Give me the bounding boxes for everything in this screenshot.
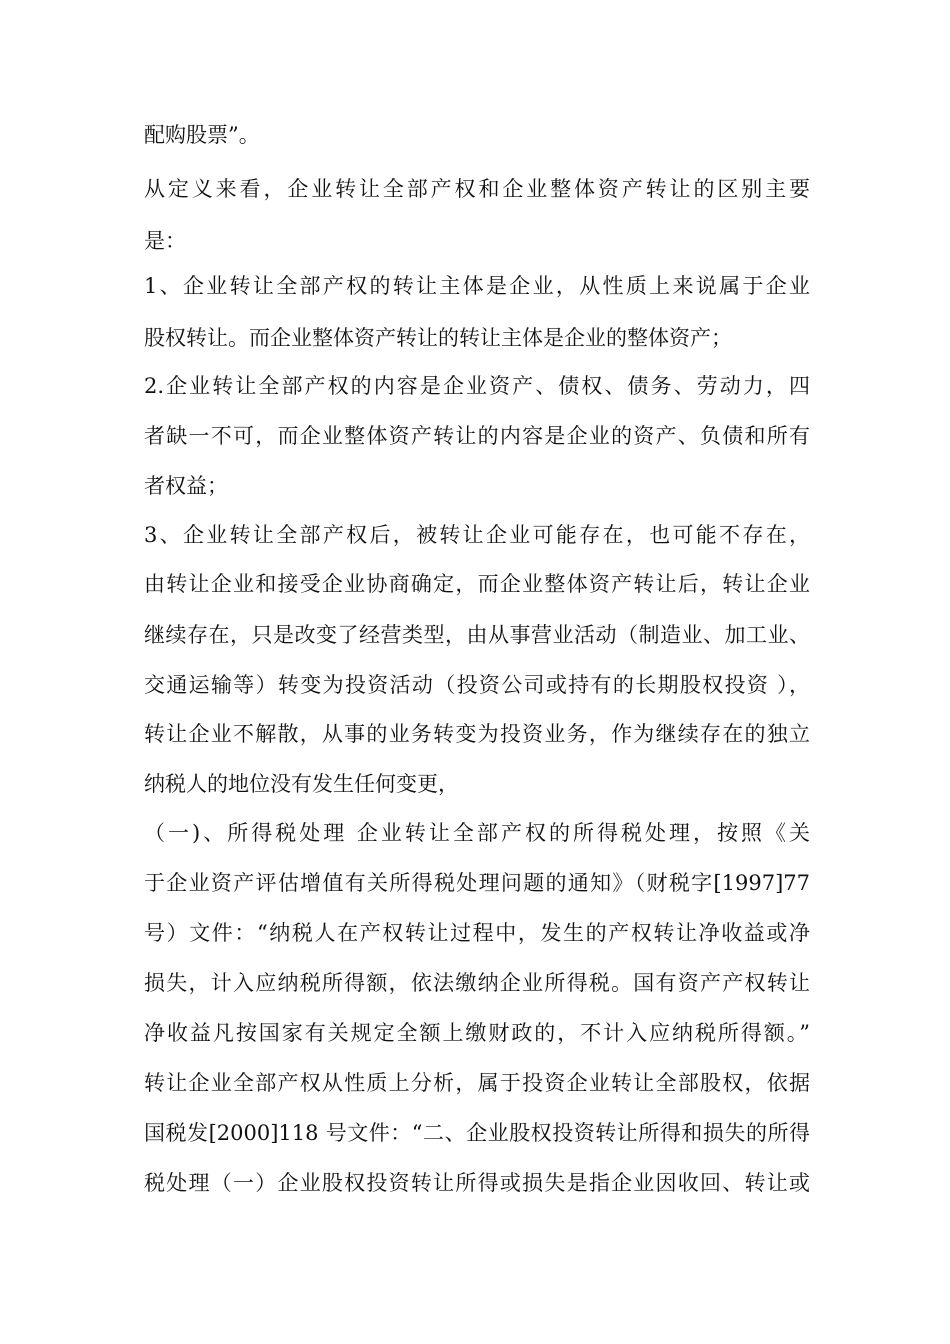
- text-line: 3、企业转让全部产权后，被转让企业可能存在，也可能不存在，: [144, 523, 810, 547]
- text-line: 损失，计入应纳税所得额，依法缴纳企业所得税。国有资产产权转让: [144, 971, 810, 995]
- text-line: 股权转让。而企业整体资产转让的转让主体是企业的整体资产；: [144, 326, 732, 350]
- text-line: 转让企业全部产权从性质上分析，属于投资企业转让全部股权，依据: [144, 1071, 810, 1095]
- text-line: 由转让企业和接受企业协商确定，而企业整体资产转让后，转让企业: [144, 572, 810, 596]
- text-line: 者权益；: [144, 474, 228, 498]
- text-line: 纳税人的地位没有发生任何变更，: [144, 772, 459, 796]
- text-line: （一)、所得税处理 企业转让全部产权的所得税处理，按照《关: [144, 821, 810, 845]
- text-line: 净收益凡按国家有关规定全额上缴财政的，不计入应纳税所得额。”: [144, 1021, 810, 1045]
- text-line: 者缺一不可，而企业整体资产转让的内容是企业的资产、负债和所有: [144, 424, 810, 448]
- text-line: 是：: [144, 229, 186, 253]
- text-line: 交通运输等）转变为投资活动（投资公司或持有的长期股权投资 ），: [144, 673, 810, 697]
- text-line: 税处理（一）企业股权投资转让所得或损失是指企业因收回、转让或: [144, 1171, 810, 1195]
- text-line: 从定义来看，企业转让全部产权和企业整体资产转让的区别主要: [144, 177, 810, 201]
- text-line: 转让企业不解散，从事的业务转变为投资业务，作为继续存在的独立: [144, 722, 810, 746]
- text-line: 国税发[2000]118 号文件：“二、企业股权投资转让所得和损失的所得: [144, 1121, 810, 1145]
- text-line: 于企业资产评估增值有关所得税处理问题的通知》（财税字[1997]77: [144, 871, 810, 895]
- text-line: 2.企业转让全部产权的内容是企业资产、债权、债务、劳动力，四: [144, 374, 810, 398]
- text-line: 1、企业转让全部产权的转让主体是企业，从性质上来说属于企业: [144, 274, 810, 298]
- text-line: 号）文件：“纳税人在产权转让过程中，发生的产权转让净收益或净: [144, 921, 810, 945]
- text-line: 配购股票”。: [144, 123, 260, 147]
- text-line: 继续存在，只是改变了经营类型，由从事营业活动（制造业、加工业、: [144, 623, 810, 647]
